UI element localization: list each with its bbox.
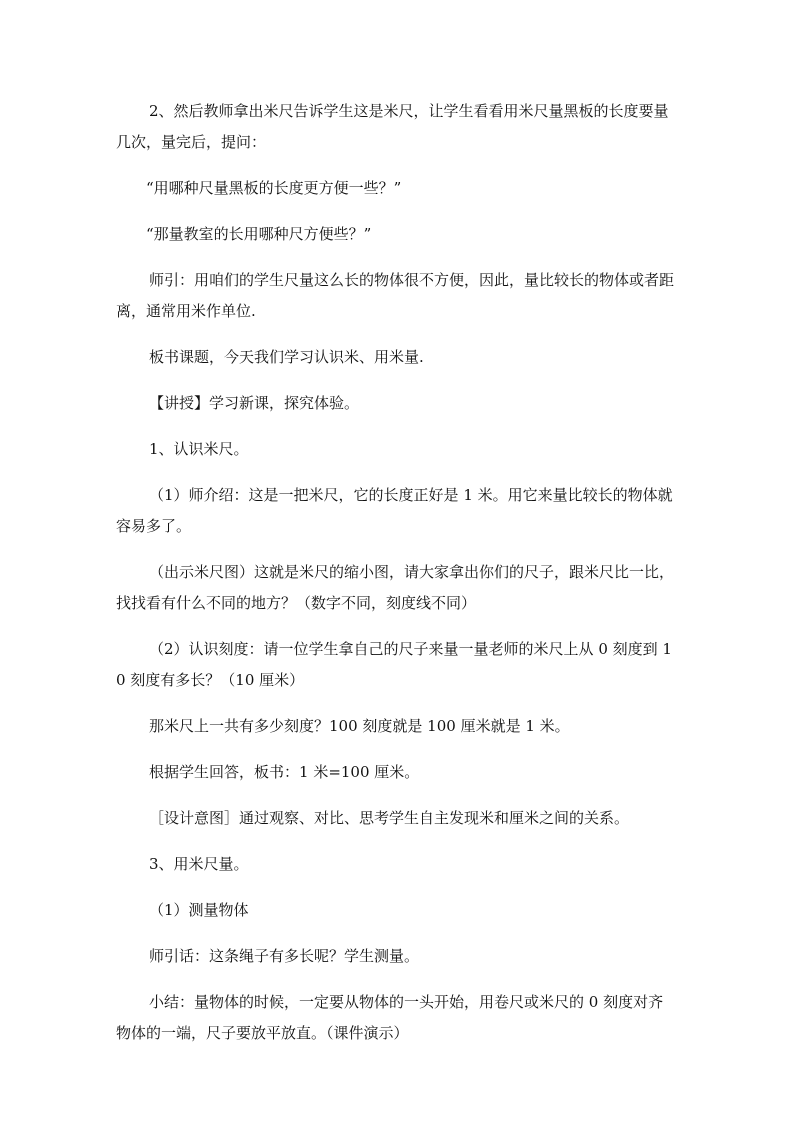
- paragraph-measure-objects: （1）测量物体: [149, 901, 249, 919]
- paragraph-lecture-heading: 【讲授】学习新课，探究体验。: [149, 394, 360, 412]
- paragraph-section-3: 3、用米尺量。: [149, 855, 249, 873]
- paragraph-teacher-guide: 师引：用咱们的学生尺量这么长的物体很不方便，因此，量比较长的物体或者距离，通常用米作单位.: [116, 271, 675, 320]
- paragraph-rope-question: 师引话：这条绳子有多长呢？学生测量。: [149, 947, 420, 965]
- paragraph-design-intent: ［设计意图］通过观察、对比、思考学生自主发现米和厘米之间的关系。: [149, 809, 630, 827]
- paragraph-summary: 小结：量物体的时候，一定要从物体的一头开始，用卷尺或米尺的 0 刻度对齐物体的一端，尺子要放平放直。（课件演示）: [116, 993, 664, 1042]
- paragraph-section-1: 1、认识米尺。: [149, 440, 249, 458]
- paragraph-step2-intro: 2、然后教师拿出米尺告诉学生这是米尺，让学生看看用米尺量黑板的长度要量几次，量完后，提问：: [116, 102, 669, 151]
- paragraph-board-note: 根据学生回答，板书：1 米=100 厘米。: [149, 763, 420, 781]
- paragraph-teacher-intro: （1）师介绍：这是一把米尺，它的长度正好是 1 米。用它来量比较长的物体就容易多了。: [116, 486, 673, 535]
- paragraph-show-ruler: （出示米尺图）这就是米尺的缩小图，请大家拿出你们的尺子，跟米尺比一比，找找看有什么不同的地方？（数字不同，刻度线不同）: [116, 563, 675, 612]
- paragraph-question-classroom: “那量教室的长用哪种尺方便些？”: [146, 225, 372, 243]
- paragraph-total-scale: 那米尺上一共有多少刻度？100 刻度就是 100 厘米就是 1 米。: [149, 717, 570, 735]
- paragraph-board-title: 板书课题，今天我们学习认识米、用米量.: [149, 348, 424, 366]
- paragraph-recognize-scale: （2）认识刻度：请一位学生拿自己的尺子来量一量老师的米尺上从 0 刻度到 10 刻度有多长？（10 厘米）: [116, 640, 672, 689]
- paragraph-question-blackboard: “用哪种尺量黑板的长度更方便一些？”: [146, 179, 402, 197]
